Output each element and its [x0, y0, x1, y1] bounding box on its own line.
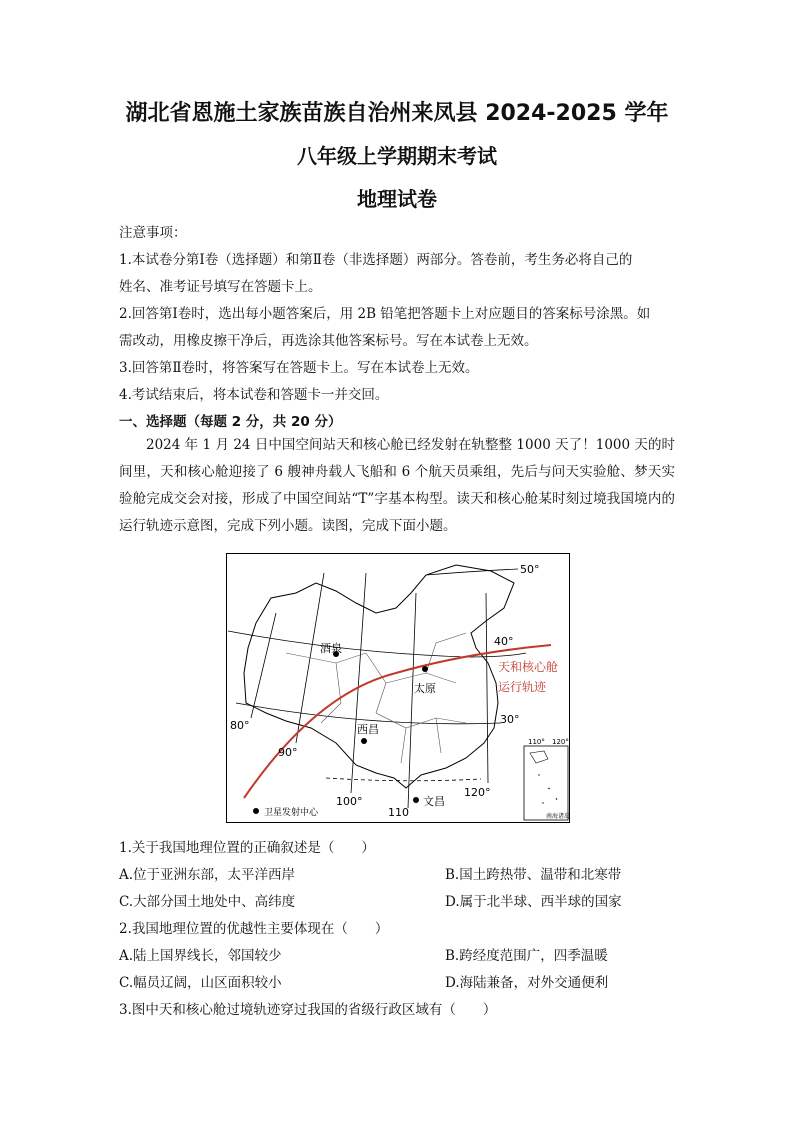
notice-item: 1.本试卷分第Ⅰ卷（选择题）和第Ⅱ卷（非选择题）两部分。答卷前，考生务必将自己的: [119, 252, 633, 268]
q2-option-a: A.陆上国界线长，邻国较少: [119, 948, 282, 964]
lon-label-80: 80°: [230, 719, 250, 732]
inset-lon-120: 120°: [552, 738, 569, 746]
section-heading: 一、选择题（每题 2 分，共 20 分）: [119, 414, 342, 430]
q1-option-b: B.国土跨热带、温带和北寒带: [445, 867, 622, 883]
notice-item: 需改动，用橡皮擦干净后，再选涂其他答案标号。写在本试卷上无效。: [119, 333, 538, 349]
lon-label-110: 110: [388, 806, 409, 819]
orbit-label-1: 天和核心舱: [498, 660, 559, 674]
notice-item: 3.回答第Ⅱ卷时，将答案写在答题卡上。写在本试卷上无效。: [119, 360, 479, 376]
inset-lon-110: 110°: [528, 738, 545, 746]
lat-label-30: 30°: [500, 713, 520, 726]
question-2-stem: 2.我国地理位置的优越性主要体现在（ ）: [119, 921, 389, 937]
q2-option-c: C.幅员辽阔，山区面积较小: [119, 975, 282, 991]
title-line-2: 八年级上学期期末考试: [297, 144, 497, 168]
q1-option-a: A.位于亚洲东部，太平洋西岸: [119, 867, 296, 883]
legend-label: 卫星发射中心: [264, 808, 319, 818]
q1-option-c: C.大部分国土地处中、高纬度: [119, 894, 296, 910]
notice-item: 4.考试结束后，将本试卷和答题卡一并交回。: [119, 387, 389, 403]
question-1-stem: 1.关于我国地理位置的正确叙述是（ ）: [119, 840, 375, 856]
city-dot-xichang: [361, 738, 367, 744]
orbit-label-2: 运行轨迹: [498, 680, 547, 694]
orbit-map: [226, 553, 570, 823]
lat-label-40: 40°: [494, 635, 514, 648]
city-label-taiyuan: 太原: [414, 682, 436, 695]
q2-option-d: D.海陆兼备，对外交通便利: [445, 975, 609, 991]
legend-dot: [253, 808, 259, 814]
notice-heading: 注意事项：: [119, 225, 187, 241]
title-line-3: 地理试卷: [357, 187, 437, 211]
city-label-xichang: 西昌: [357, 723, 379, 736]
notice-item: 姓名、准考证号填写在答题卡上。: [119, 279, 322, 295]
inset-frame: [524, 746, 568, 820]
notice-item: 2.回答第Ⅰ卷时，选出每小题答案后，用 2B 铅笔把答题卡上对应题目的答案标号涂黑。如: [119, 306, 651, 322]
inset-caption: 南海诸岛: [546, 813, 570, 820]
lon-label-120: 120°: [464, 786, 491, 799]
city-dot-taiyuan: [422, 666, 428, 672]
city-label-jiuquan: 酒泉: [320, 642, 342, 655]
lon-label-100: 100°: [336, 795, 363, 808]
q1-option-d: D.属于北半球、西半球的国家: [445, 894, 622, 910]
city-label-wenchang: 文昌: [423, 795, 445, 808]
lon-label-90: 90°: [278, 746, 298, 759]
intro-paragraph: 2024 年 1 月 24 日中国空间站天和核心舱已经发射在轨整整 1000 天了！1000 天的时间里，天和核心舱迎接了 6 艘神舟载人飞船和 6 个航天员乘组，先后与问天实验舱、梦天实验舱完成交会对接，形成了中国空间站“T”字基本构型。读天和核心舱某时刻过境我国境内的运行轨迹示意图，完成下列小题。读图，完成下面小题。: [119, 437, 675, 534]
title-line-1: 湖北省恩施土家族苗族自治州来凤县 2024-2025 学年: [125, 101, 669, 126]
q2-option-b: B.跨经度范围广，四季温暖: [445, 948, 608, 964]
city-dot-wenchang: [413, 797, 419, 803]
question-3-stem: 3.图中天和核心舱过境轨迹穿过我国的省级行政区域有（ ）: [119, 1002, 497, 1018]
lat-label-50: 50°: [520, 563, 540, 576]
